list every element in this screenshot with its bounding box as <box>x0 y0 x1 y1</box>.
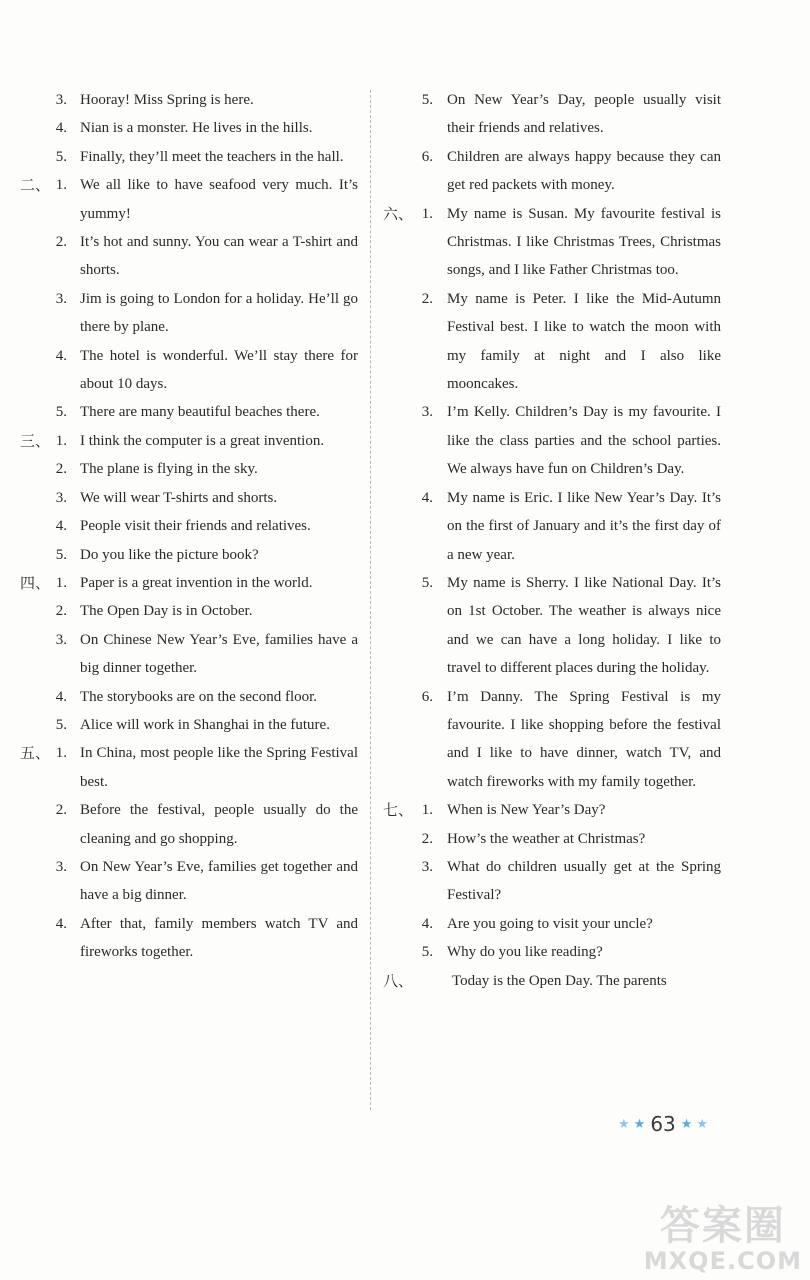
item-number: 5. <box>55 716 67 733</box>
answer-text: It’s hot and sunny. You can wear a T-shirt and shorts. <box>80 234 358 279</box>
item-number: 3. <box>55 489 67 506</box>
item-number: 5. <box>421 574 433 591</box>
answer-item <box>20 143 358 171</box>
answer-text: Are you going to visit your uncle? <box>447 915 653 932</box>
answer-item <box>20 739 358 796</box>
answer-text: People visit their friends and relatives. <box>80 518 311 535</box>
section-marker: 五、 <box>20 744 51 763</box>
answer-text: My name is Peter. I like the Mid-Autumn Festival best. I like to watch the moon with my family at night and I also like mooncakes. <box>447 290 721 393</box>
item-number: 5. <box>55 404 67 421</box>
answer-item <box>383 398 721 483</box>
answer-text: What do children usually get at the Spring Festival? <box>447 858 721 904</box>
answer-item <box>20 597 358 625</box>
star-icon: ★ <box>696 1116 709 1132</box>
answer-text: After that, family members watch TV and fireworks together. <box>80 915 358 961</box>
item-number: 3. <box>55 858 67 875</box>
answer-text: My name is Susan. My favourite festival is Christmas. I like Christmas Trees, Christmas songs, and I like Father Christmas too. <box>447 205 721 279</box>
item-number: 4. <box>55 120 67 137</box>
item-number: 4. <box>55 915 67 932</box>
page-number <box>616 1112 710 1136</box>
star-icon: ★ <box>633 1116 646 1132</box>
item-number: 3. <box>55 631 67 648</box>
answer-item <box>20 114 358 142</box>
answer-text: The plane is flying in the sky. <box>80 461 258 478</box>
item-number: 4. <box>55 688 67 705</box>
answer-text: My name is Eric. I like New Year’s Day. It’s on the first of January and it’s the first day of a new year. <box>447 489 721 563</box>
item-number: 4. <box>421 915 433 932</box>
star-icon: ★ <box>680 1116 693 1132</box>
section-marker: 二、 <box>20 176 51 195</box>
answer-item <box>383 938 721 966</box>
answer-item <box>383 910 721 938</box>
answer-item <box>20 171 358 228</box>
answer-text: Hooray! Miss Spring is here. <box>80 92 254 108</box>
answer-item <box>20 512 358 540</box>
answer-text: Alice will work in Shanghai in the future. <box>80 716 330 733</box>
answer-text: Before the festival, people usually do the cleaning and go shopping. <box>80 802 358 847</box>
answer-item <box>20 455 358 483</box>
answer-text: I’m Kelly. Children’s Day is my favourite. I like the class parties and the school parties. We always have fun on Children’s Day. <box>447 404 721 478</box>
item-number: 1. <box>421 802 433 819</box>
answer-item <box>383 285 721 399</box>
answer-item <box>20 683 358 711</box>
answer-text: My name is Sherry. I like National Day. It’s on 1st October. The weather is always nice and we can have a long holiday. I like to travel to different places during the holiday. <box>447 574 721 677</box>
answer-item <box>20 796 358 853</box>
answer-item <box>383 200 721 285</box>
item-number: 1. <box>55 432 67 449</box>
answer-text: On Chinese New Year’s Eve, families have a big dinner together. <box>80 631 358 677</box>
answer-item <box>20 484 358 512</box>
item-number: 6. <box>421 148 433 165</box>
item-number: 2. <box>421 290 433 307</box>
item-number: 2. <box>421 830 433 847</box>
item-number: 5. <box>421 944 433 961</box>
watermark-bottom: MXQE.COM <box>643 1247 802 1275</box>
answer-text: On New Year’s Eve, families get together and have a big dinner. <box>80 858 358 904</box>
section-marker: 四、 <box>20 573 51 592</box>
answer-item <box>20 569 358 597</box>
answer-text: Today is the Open Day. The parents <box>452 972 667 989</box>
answer-item <box>383 825 721 853</box>
page-number-text: 63 <box>650 1112 676 1136</box>
answer-text: Finally, they’ll meet the teachers in the hall. <box>80 148 344 165</box>
item-number: 2. <box>55 603 67 620</box>
answer-item <box>383 569 721 683</box>
answer-text: I think the computer is a great invention. <box>80 432 325 449</box>
answer-text: We all like to have seafood very much. It’s yummy! <box>80 177 358 222</box>
answer-text: In China, most people like the Spring Festival best. <box>80 745 358 790</box>
answer-item <box>383 796 721 824</box>
answer-text: On New Year’s Day, people usually visit their friends and relatives. <box>447 92 721 137</box>
answer-item <box>383 683 721 797</box>
answer-item <box>383 86 721 143</box>
answer-item <box>383 967 721 995</box>
item-number: 3. <box>55 92 67 108</box>
answer-item <box>20 398 358 426</box>
answer-text: Why do you like reading? <box>447 944 603 961</box>
item-number: 3. <box>55 290 67 307</box>
answer-text: Nian is a monster. He lives in the hills. <box>80 120 313 137</box>
answer-item <box>383 484 721 569</box>
item-number: 1. <box>421 205 433 222</box>
answer-item <box>383 143 721 200</box>
item-number: 1. <box>55 177 67 194</box>
answer-item <box>20 626 358 683</box>
item-number: 3. <box>421 858 433 875</box>
answer-text: Jim is going to London for a holiday. He’ll go there by plane. <box>80 290 358 336</box>
answer-text: The storybooks are on the second floor. <box>80 688 318 705</box>
answer-text: There are many beautiful beaches there. <box>80 404 320 421</box>
answer-item <box>20 541 358 569</box>
item-number: 5. <box>55 148 67 165</box>
answer-text: The hotel is wonderful. We’ll stay there for about 10 days. <box>80 347 358 393</box>
item-number: 2. <box>55 234 67 251</box>
answer-text: We will wear T-shirts and shorts. <box>80 489 278 506</box>
answer-item <box>20 342 358 399</box>
item-number: 2. <box>55 461 67 478</box>
answer-item <box>20 910 358 967</box>
item-number: 2. <box>55 802 67 819</box>
section-marker: 三、 <box>20 431 51 450</box>
item-number: 1. <box>55 745 67 762</box>
section-marker: 六、 <box>383 204 414 223</box>
item-number: 4. <box>55 347 67 364</box>
star-icon: ★ <box>618 1116 630 1132</box>
answer-text: How’s the weather at Christmas? <box>447 830 646 847</box>
item-number: 5. <box>55 546 67 563</box>
right-column <box>383 86 721 995</box>
item-number: 3. <box>421 404 433 421</box>
answer-text: When is New Year’s Day? <box>447 802 606 819</box>
answer-text: The Open Day is in October. <box>80 603 253 620</box>
answer-item <box>383 853 721 910</box>
left-column <box>20 86 358 967</box>
section-marker: 八、 <box>383 971 414 990</box>
item-number: 5. <box>421 92 433 108</box>
answer-item <box>20 228 358 285</box>
item-number: 4. <box>421 489 433 506</box>
column-divider <box>370 90 371 1110</box>
section-marker: 七、 <box>383 801 414 820</box>
answer-item <box>20 86 358 114</box>
item-number: 6. <box>421 688 433 705</box>
item-number: 1. <box>55 574 67 591</box>
answer-item <box>20 285 358 342</box>
watermark-top: 答案圈 <box>659 1203 786 1249</box>
answer-text: Do you like the picture book? <box>80 546 259 563</box>
answer-text: I’m Danny. The Spring Festival is my favourite. I like shopping before the festival and I like to have dinner, watch TV, and watch fireworks with my family together. <box>447 688 721 790</box>
answer-text: Children are always happy because they can get red packets with money. <box>447 148 721 194</box>
answer-item <box>20 853 358 910</box>
answer-text: Paper is a great invention in the world. <box>80 574 313 591</box>
item-number: 4. <box>55 518 67 535</box>
answer-item <box>20 711 358 739</box>
watermark <box>644 1204 802 1274</box>
answer-item <box>20 427 358 455</box>
